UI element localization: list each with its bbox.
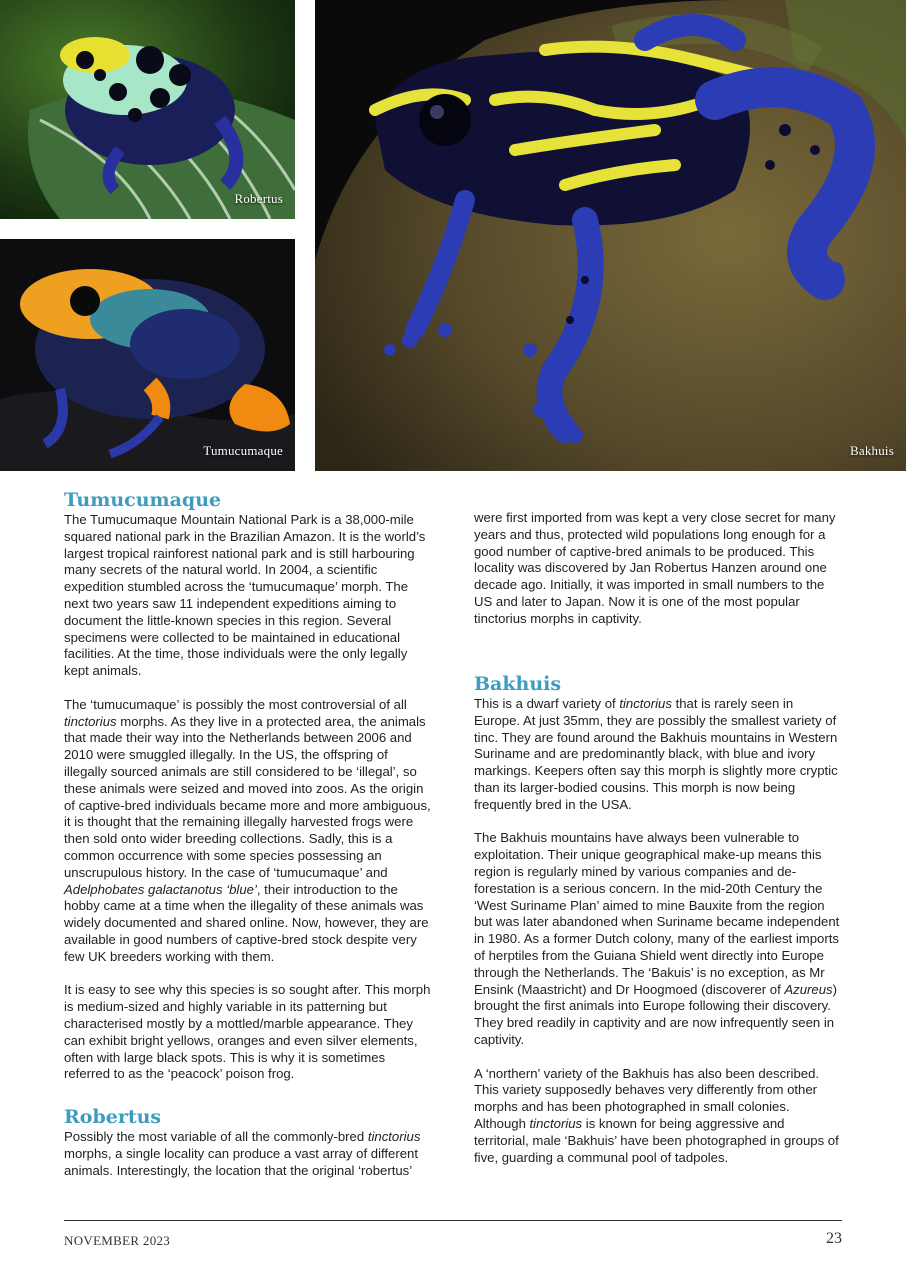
bakhuis-paragraph-3: A ‘northern’ variety of the Bakhuis has also been described. This variety supposedly behaves very differently from other morphs and has been photographed in small colonies. Although tinctorius is known for being aggressive and territorial, male ‘Bakhuis’ have been photographed in groups of five, guarding a communal pool of tadpoles.	[474, 1065, 839, 1165]
robertus-paragraph-1: Possibly the most variable of all the commonly-bred tinctorius morphs, a single locality can produce a vast array of different animals. Interestingly, the location that the original ‘robertus’	[64, 1129, 421, 1178]
column-right-robertus	[474, 510, 842, 644]
photo-robertus	[0, 0, 295, 219]
tumucumaque-paragraph-1: The Tumucumaque Mountain National Park is a 38,000-mile squared national park in the Brazilian Amazon. It is the world’s largest tropical rainforest national park and is still harbouring many secrets of the natural world. In 2004, a scientific expedition stumbled across the ‘tumucumaque’ morph. The next two years saw 11 independent expeditions aiming to document the little-known species in this region. Several specimens were collected to be maintained in educational facilities. At the time, those individuals were the only legally kept animals.	[64, 512, 426, 679]
bakhuis-paragraph-1: This is a dwarf variety of tinctorius that is rarely seen in Europe. At just 35mm, they are possibly the smallest variety of tinc. They are found around the Bakhuis mountains in Western Suriname and are predominantly black, with blue and ivory markings. Keepers often say this morph is slightly more cryptic than its larger-bodied cousins. This morph is now being frequently bred in the USA.	[474, 696, 838, 812]
bakhuis-paragraph-2: The Bakhuis mountains have always been vulnerable to exploitation. Their unique geographical make-up means this region is regularly mined by various companies and de-forestation is a serious concern. In the mid-20th Century the ‘West Suriname Plan’ aimed to mine Bauxite from the region but was later abandoned when Suriname became independent in 1980. As a former Dutch colony, many of the earliest imports of herptiles from the Guiana Shield went directly into Europe through the Netherlands. The ‘Bakuis’ is no exception, as Mr Ensink (Maastricht) and Dr Hoogmoed (discoverer of Azureus) brought the first animals into Europe following their discovery. They bred readily in captivity and are now infrequently seen in captivity.	[474, 830, 840, 1047]
footer-rule	[64, 1220, 842, 1221]
tumucumaque-paragraph-3: It is easy to see why this species is so sought after. This morph is medium-sized and highly variable in its patterning but characterised mostly by a mottled/marble appearance. They can exhibit bright yellows, oranges and even silver elements, often with large black spots. This is why it is sometimes referred to as the ‘peacock’ poison frog.	[64, 982, 431, 1082]
caption-bakhuis: Bakhuis	[849, 443, 894, 458]
page-number: 23	[826, 1230, 842, 1247]
caption-tumucumaque: Tumucumaque	[203, 443, 283, 458]
heading-robertus: Robertus	[64, 1106, 162, 1129]
tumucumaque-paragraph-2: The ‘tumucumaque’ is possibly the most controversial of all tinctorius morphs. As they live in a protected area, the animals that made their way into the Netherlands between 2006 and 2010 were smuggled illegally. In the US, the offspring of illegally sourced animals are still considered to be ‘illegal’, so these animals were seized and moved into zoos. As the origin of captive-bred individuals became more and more ambiguous, it is thought that the remaining illegally harvested frogs were then sold onto wider breeding collections. Sadly, this is a common occurrence with some species possessing an unscrupulous history. In the case of ‘tumucumaque’ and Adelphobates galactanotus ‘blue’, their introduction to the hobby came at a time when the illegality of these animals was widely documented and shared online. Now, however, they are available in good numbers of captive-bred stock despite very few UK breeders working with them.	[64, 696, 431, 964]
photo-bakhuis	[315, 0, 906, 471]
robertus-frog-illustration	[0, 0, 295, 219]
photo-tumucumaque	[0, 239, 295, 471]
robertus-paragraph-continued: were first imported from was kept a very close secret for many years and thus, protected wild populations long enough for a good number of captive-bred animals to be produced. This locality was discovered by Jan Robertus Hanzen around one decade ago. Initially, it was imported in small numbers to the US and later to Japan. Now it is one of the most popular tinctorius morphs in captivity.	[474, 510, 836, 626]
caption-robertus: Robertus	[234, 191, 283, 206]
heading-tumucumaque: Tumucumaque	[64, 489, 222, 511]
tumucumaque-frog-illustration	[0, 239, 295, 471]
footer-date: NOVEMBER 2023	[64, 1233, 171, 1248]
heading-bakhuis: Bakhuis	[474, 673, 562, 695]
column-right-bakhuis	[474, 672, 842, 1183]
bakhuis-frog-illustration	[315, 0, 906, 471]
column-left	[64, 488, 432, 1196]
